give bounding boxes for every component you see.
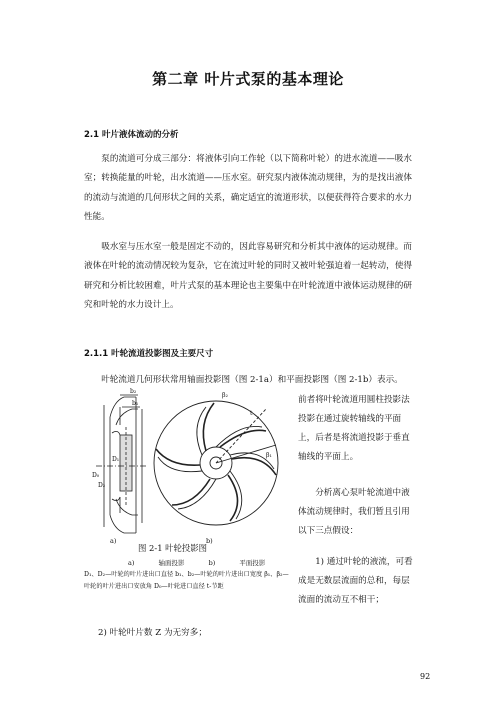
side-text-assumptions: 分析离心泵叶轮流道中液体流动规律时，我们暂且引用以下三点假设： — [298, 488, 410, 536]
paragraph-projection-intro: 叶轮流道几何形状常用轴面投影图（图 2-1a）和平面投影图（图 2-1b）表示。 — [101, 375, 403, 385]
assumption-2: 2) 叶轮叶片数 Z 为无穷多； — [98, 628, 207, 638]
dim-label-t: t — [250, 410, 253, 417]
dim-label-d2: D₂ — [98, 482, 106, 489]
dim-label-b2: b₂ — [130, 388, 137, 395]
dim-label-d1: D₁ — [112, 456, 120, 463]
dim-label-beta1: β₁ — [266, 452, 272, 459]
impeller-drawing — [90, 387, 292, 545]
paragraph-intake-channels: 泵的流道可分成三部分：将液体引向工作轮（以下简称叶轮）的进水流道——吸水室；转换能量的叶轮，出水流道——压水室。研究泵内液体流动规律，为的是找出液体的流动与流道的几何形状之间的关系，确定适宜的流道形状，以便获得符合要求的水力性能。 — [84, 154, 412, 222]
subcaption-b: b) 平面投影 — [208, 559, 266, 567]
dim-label-d0: D₀ — [92, 472, 100, 479]
section-heading-2-1: 2.1 叶片液体流动的分析 — [84, 130, 179, 140]
axial-projection — [96, 395, 146, 533]
figure-label-a: a) — [110, 537, 117, 545]
chapter-title: 第二章 叶片式泵的基本理论 — [152, 70, 344, 88]
subcaption-a: a) 轴面投影 — [128, 559, 185, 567]
side-text-projection: 前者将叶轮流道用圆柱投影法投影在通过旋转轴线的平面上，后者是将流道投影于垂直轴线的平面上。 — [298, 395, 410, 462]
dim-label-beta2: β₂ — [222, 392, 228, 399]
figure-subcaptions — [128, 558, 265, 567]
section-heading-2-1-1: 2.1.1 叶轮流道投影图及主要尺寸 — [84, 349, 214, 359]
paragraph-impeller-flow: 吸水室与压水室一般是固定不动的，因此容易研究和分析其中液体的运动规律。而液体在叶轮的流动情况较为复杂，它在流过叶轮的同时又被叶轮强迫着一起转动，使得研究和分析比较困难，叶片式泵的基本理论也主要集中在叶轮流道中液体运动规律的研究和叶轮的水力设计上。 — [84, 242, 412, 310]
dim-label-b1: b₁ — [132, 400, 139, 407]
figure-caption: 图 2-1 叶轮投影图 — [138, 543, 208, 553]
side-text-assumption-1: 1) 通过叶轮的液流，可看成是无数层流面的总和，每层流面的流动互不相干； — [298, 557, 413, 605]
page-number: 92 — [420, 672, 431, 681]
figure-impeller-projection — [90, 387, 292, 545]
plan-projection — [154, 401, 278, 525]
figure-label-b: b) — [206, 537, 213, 545]
figure-description: D₁、D₂—叶轮的叶片进出口直径 b₁、b₂—叶轮的叶片进出口宽度 β₁、β₂—叶轮的叶片进出口安放角 D₀—叶轮进口直径 t-节距 — [84, 571, 289, 590]
